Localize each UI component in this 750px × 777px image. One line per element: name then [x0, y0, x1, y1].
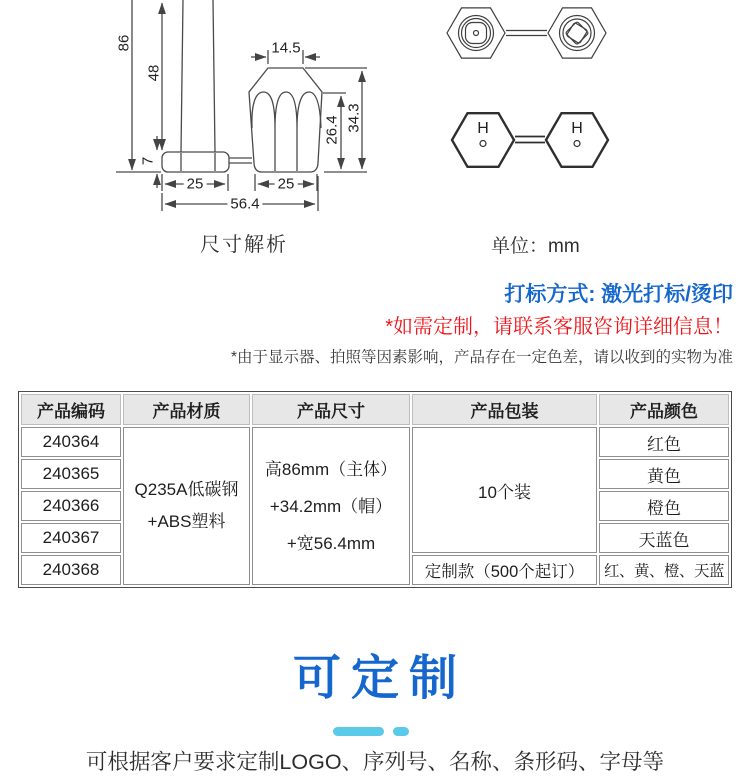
- unit-label: 单位：mm: [491, 236, 580, 257]
- color-cell: 天蓝色: [599, 523, 729, 553]
- customizable-title: 可定制: [292, 652, 467, 705]
- dim-label-total-width: 56.4: [227, 197, 262, 212]
- material-cell: Q235A低碳钢 +ABS塑料: [123, 427, 250, 585]
- table-row: [21, 427, 729, 457]
- header-product-code: 产品编码: [21, 394, 121, 425]
- notes-section: [3, 284, 733, 366]
- color-cell: 橙色: [599, 491, 729, 521]
- package-standard-cell: 10个装: [412, 427, 597, 553]
- pin-hole-right: [574, 141, 580, 147]
- hex-head-marked-view: [452, 113, 608, 167]
- seal-shaft: [181, 0, 183, 152]
- technical-drawing-svg: [0, 0, 750, 260]
- h-mark-left: H: [477, 120, 489, 137]
- dim-label-shaft-height: 48: [145, 64, 163, 82]
- header-product-package: 产品包装: [412, 394, 597, 425]
- color-disclaimer: *由于显示器、拍照等因素影响，产品存在一定色差，请以收到的实物为准: [230, 349, 733, 366]
- product-code-cell: 240364: [21, 427, 121, 457]
- cap-flutes: [252, 92, 321, 128]
- table-header-row: [21, 394, 729, 425]
- color-custom-cell: 红、黄、橙、天蓝: [599, 555, 729, 585]
- dim-label-base-width: 25: [184, 177, 207, 192]
- seal-cap: [249, 68, 322, 172]
- header-product-size: 产品尺寸: [252, 394, 410, 425]
- diagram-caption: 尺寸解析: [200, 234, 288, 256]
- seal-side-view: [116, 0, 367, 211]
- dim-label-cap-width: 25: [275, 177, 298, 192]
- h-mark-right: H: [571, 120, 583, 137]
- marking-method-note: 打标方式: 激光打标/烫印: [504, 283, 733, 306]
- hex-head-top-view: [447, 8, 606, 58]
- seal-base: [162, 152, 229, 172]
- color-cell: 黄色: [599, 459, 729, 489]
- square-socket: [565, 21, 588, 44]
- size-cell: 高86mm（主体） +34.2mm（帽） +宽56.4mm: [252, 427, 410, 585]
- dim-label-cap-height: 34.3: [345, 103, 363, 133]
- dimension-diagram-section: [0, 0, 750, 260]
- product-spec-table: [18, 391, 732, 588]
- divider-dash-short: [393, 727, 409, 736]
- title-divider: [0, 727, 742, 736]
- pin-hole-left: [480, 141, 486, 147]
- dim-label-cap-top-width: 14.5: [271, 39, 301, 57]
- header-product-color: 产品颜色: [599, 394, 729, 425]
- divider-dash-long: [333, 727, 384, 736]
- custom-notice: *如需定制，请联系客服咨询详细信息！: [385, 316, 733, 338]
- product-code-cell: 240366: [21, 491, 121, 521]
- dim-label-cap-inner-height: 26.4: [323, 115, 341, 145]
- product-code-cell: 240367: [21, 523, 121, 553]
- product-code-cell: 240365: [21, 459, 121, 489]
- dim-label-base-height: 7: [139, 156, 157, 166]
- package-custom-cell: 定制款（500个起订）: [412, 555, 597, 585]
- color-cell: 红色: [599, 427, 729, 457]
- product-code-cell: 240368: [21, 555, 121, 585]
- customization-description: 可根据客户要求定制LOGO、序列号、名称、条形码、字母等: [85, 750, 665, 774]
- dim-label-total-height: 86: [115, 34, 133, 52]
- center-pin-dot: [474, 31, 479, 36]
- header-product-material: 产品材质: [123, 394, 250, 425]
